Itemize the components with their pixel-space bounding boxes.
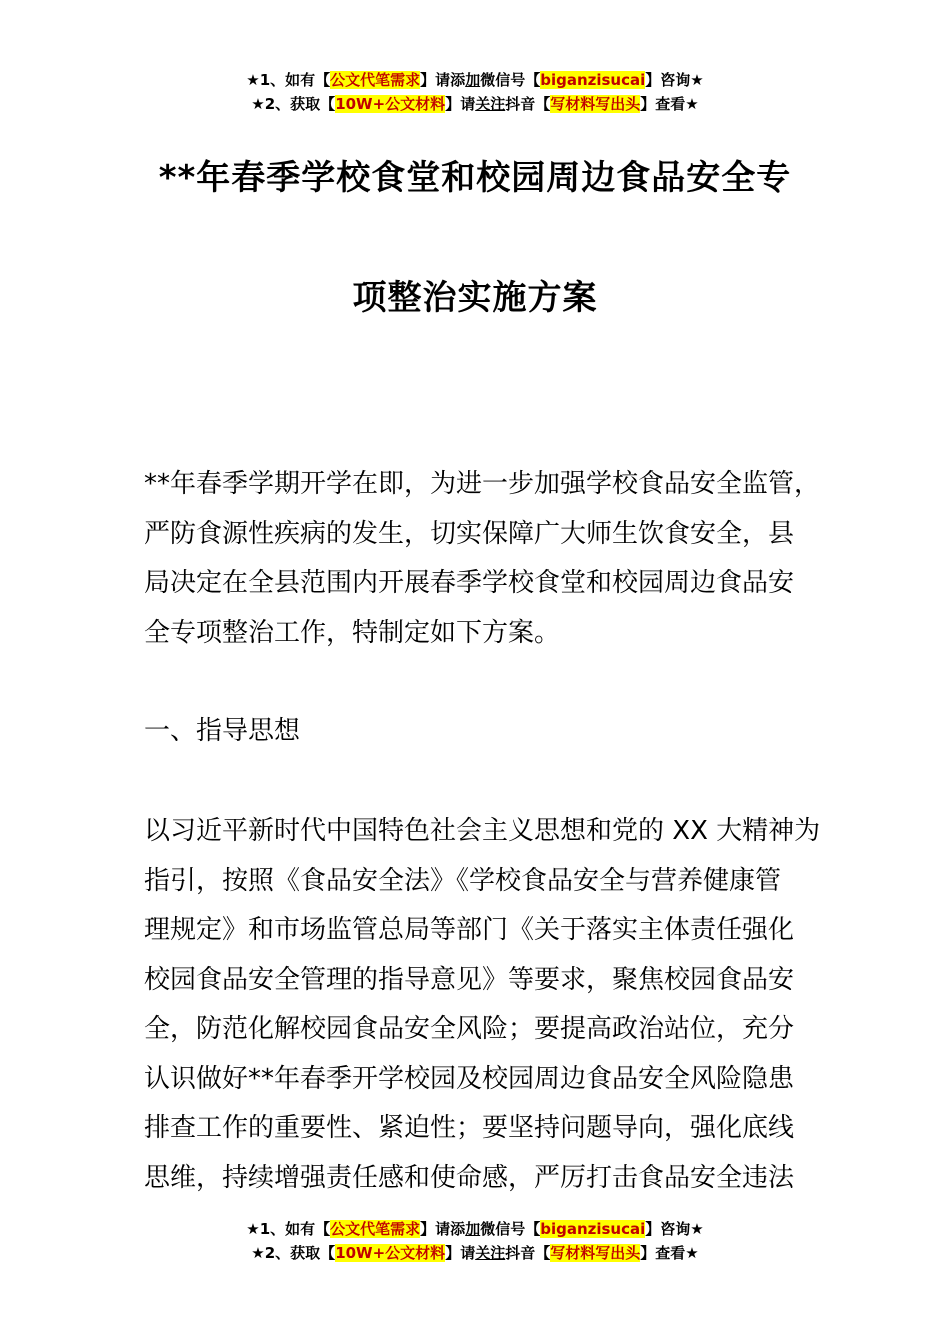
footer-banner <box>0 1217 950 1265</box>
paragraph-line: 理规定》和市场监管总局等部门《关于落实主体责任强化 <box>144 915 795 945</box>
paragraph-line: 指引，按照《食品安全法》《学校食品安全与营养健康管 <box>144 865 782 896</box>
paragraph-line: 排查工作的重要性、紧迫性；要坚持问题导向，强化底线 <box>144 1113 795 1143</box>
header-banner <box>0 68 950 116</box>
paragraph-line: 全，防范化解校园食品安全风险；要提高政治站位，充分 <box>144 1014 795 1044</box>
banner-line-2: ★2、获取【10W+公文材料】请关注抖音【写材料写出头】查看★ <box>251 95 699 113</box>
banner-line-1: ★1、如有【公文代笔需求】请添加微信号【biganzisucai】咨询★ <box>246 1220 704 1238</box>
douyin-account-highlight: 写材料写出头 <box>550 1244 641 1262</box>
service-highlight: 公文代笔需求 <box>330 1220 421 1238</box>
paragraph-line: 严防食源性疾病的发生，切实保障广大师生饮食安全，县 <box>144 518 795 549</box>
paragraph-line: **年春季学期开学在即，为进一步加强学校食品安全监管， <box>144 469 821 499</box>
document-title-line-2: 项整治实施方案 <box>352 278 598 318</box>
wechat-id-highlight: biganzisucai <box>540 1220 646 1238</box>
materials-highlight: 10W+公文材料 <box>335 95 446 113</box>
douyin-account-highlight: 写材料写出头 <box>550 95 641 113</box>
paragraph-line: 认识做好**年春季开学校园及校园周边食品安全风险隐患 <box>144 1063 795 1094</box>
document-title-line-1: **年春季学校食堂和校园周边食品安全专 <box>158 158 792 198</box>
paragraph-line: 全专项整治工作，特制定如下方案。 <box>144 617 561 648</box>
paragraph-line: 校园食品安全管理的指导意见》等要求，聚焦校园食品安 <box>144 964 795 995</box>
section-heading-guiding-ideology: 一、指导思想 <box>144 716 301 746</box>
service-highlight: 公文代笔需求 <box>330 71 421 89</box>
materials-highlight: 10W+公文材料 <box>335 1244 446 1262</box>
intro-paragraph <box>144 460 834 658</box>
banner-line-1: ★1、如有【公文代笔需求】请添加微信号【biganzisucai】咨询★ <box>246 71 704 89</box>
guiding-ideology-paragraph <box>144 807 834 1203</box>
wechat-id-highlight: biganzisucai <box>540 71 646 89</box>
paragraph-line: 局决定在全县范围内开展春季学校食堂和校园周边食品安 <box>144 568 795 598</box>
paragraph-line: 思维，持续增强责任感和使命感，严厉打击食品安全违法 <box>144 1162 795 1193</box>
banner-line-2: ★2、获取【10W+公文材料】请关注抖音【写材料写出头】查看★ <box>251 1244 699 1262</box>
paragraph-line: 以习近平新时代中国特色社会主义思想和党的 XX 大精神为 <box>144 816 821 846</box>
